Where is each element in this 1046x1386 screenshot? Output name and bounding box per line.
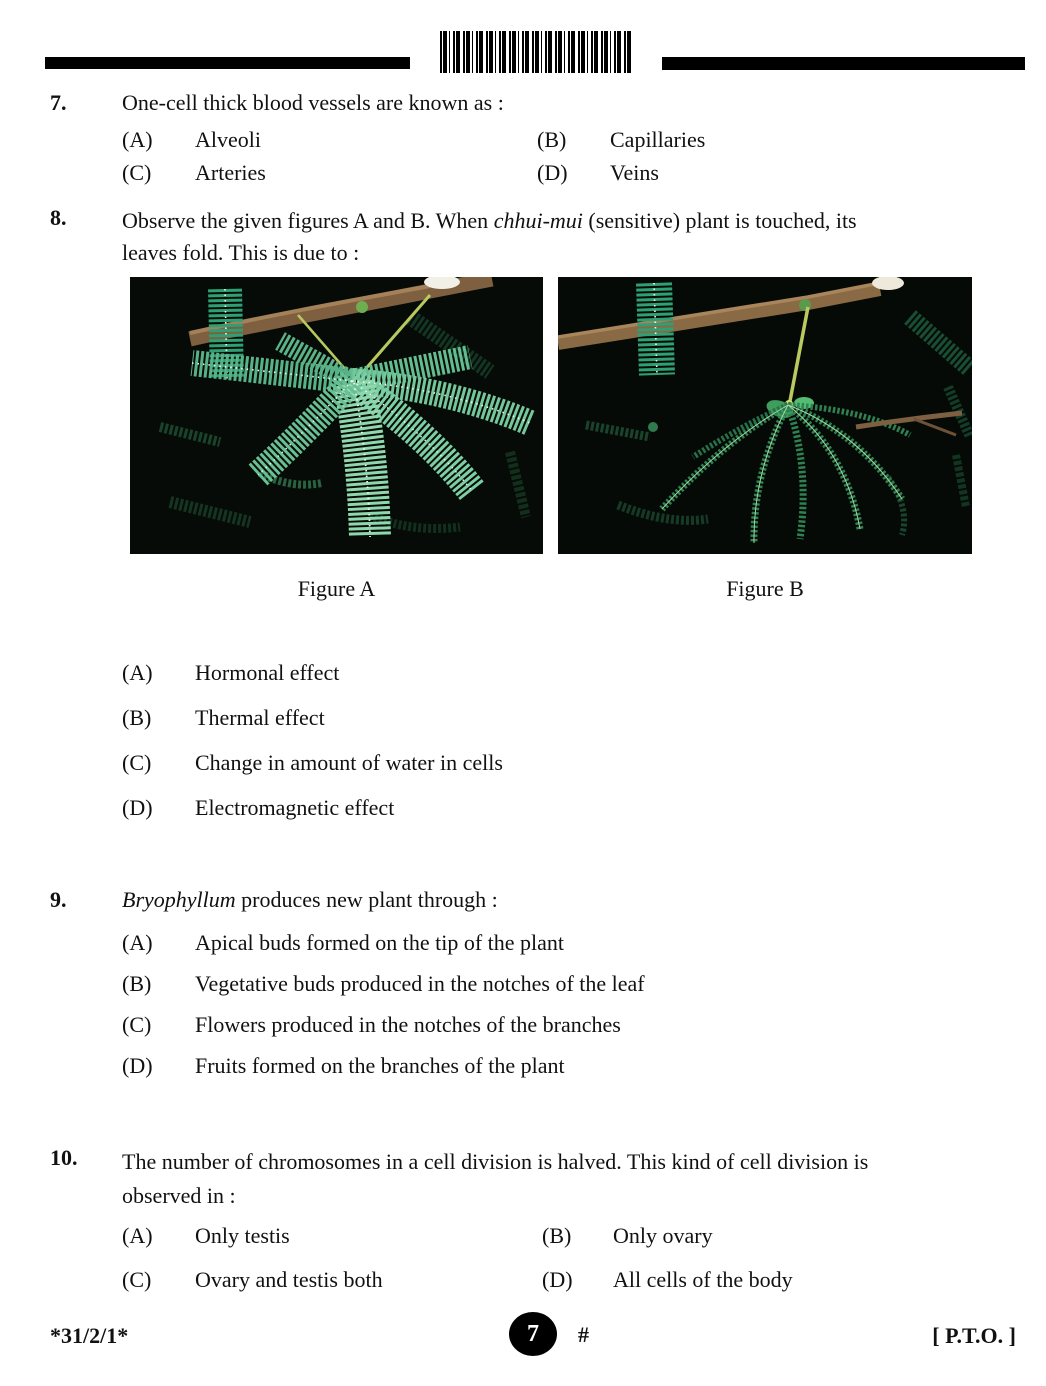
- q7-option-c-text: Arteries: [195, 160, 266, 185]
- figure-b-caption: Figure B: [726, 576, 804, 601]
- question-7-text: One-cell thick blood vessels are known as :: [122, 90, 504, 115]
- q10-option-d-letter: (D): [542, 1267, 573, 1292]
- question-8-text: [122, 205, 912, 269]
- q8-option-a-text: Hormonal effect: [195, 660, 340, 685]
- q8-option-a-letter: (A): [122, 660, 153, 685]
- q9-option-a-text: Apical buds formed on the tip of the plant: [195, 930, 565, 955]
- q8-text-italic: chhui-mui: [493, 208, 583, 233]
- footer-page-badge: [509, 1312, 557, 1356]
- q9-option-c-text: Flowers produced in the notches of the branches: [195, 1012, 621, 1037]
- q9-option-b-letter: (B): [122, 971, 152, 996]
- q8-option-c-text: Change in amount of water in cells: [195, 750, 503, 775]
- q10-option-a-text: Only testis: [195, 1223, 290, 1248]
- footer-pto: [ P.T.O. ]: [932, 1323, 1016, 1348]
- q7-option-a-letter: (A): [122, 127, 153, 152]
- footer-hash: #: [578, 1322, 589, 1347]
- question-9-text: [122, 887, 498, 913]
- q10-option-b-letter: (B): [542, 1223, 572, 1248]
- top-rule-left: [45, 57, 410, 69]
- q7-option-a-text: Alveoli: [195, 127, 261, 152]
- q10-option-d-text: All cells of the body: [613, 1267, 793, 1292]
- q8-option-b-letter: (B): [122, 705, 152, 730]
- question-10-number: 10.: [50, 1145, 78, 1170]
- q7-option-d-letter: (D): [537, 160, 568, 185]
- q8-option-d-text: Electromagnetic effect: [195, 795, 395, 820]
- question-7-number: 7.: [50, 90, 67, 115]
- q10-option-b-text: Only ovary: [613, 1223, 713, 1248]
- q10-option-c-letter: (C): [122, 1267, 152, 1292]
- q10-option-a-letter: (A): [122, 1223, 153, 1248]
- barcode-icon: [440, 31, 632, 73]
- q9-option-d-text: Fruits formed on the branches of the plant: [195, 1053, 565, 1078]
- q9-option-d-letter: (D): [122, 1053, 153, 1078]
- q9-option-a-letter: (A): [122, 930, 153, 955]
- question-8-number: 8.: [50, 205, 67, 230]
- q8-text-part1: Observe the given figures A and B. When: [122, 208, 494, 233]
- q9-option-c-letter: (C): [122, 1012, 152, 1037]
- top-rule-right: [662, 57, 1025, 70]
- footer-paper-code: *31/2/1*: [50, 1323, 129, 1348]
- q7-option-d-text: Veins: [610, 160, 659, 185]
- q10-option-c-text: Ovary and testis both: [195, 1267, 383, 1292]
- q8-option-d-letter: (D): [122, 795, 153, 820]
- q7-option-b-letter: (B): [537, 127, 567, 152]
- q9-text-rest: produces new plant through :: [235, 887, 498, 912]
- figure-a-caption: Figure A: [297, 576, 376, 601]
- q9-option-b-text: Vegetative buds produced in the notches of the leaf: [195, 971, 645, 996]
- q8-option-b-text: Thermal effect: [195, 705, 325, 730]
- question-9-number: 9.: [50, 887, 67, 912]
- footer-page-number: 7: [527, 1320, 539, 1347]
- q8-text-part2: (sensitive) plant is touched, its leaves fold. This is due to :: [122, 208, 857, 265]
- q7-option-c-letter: (C): [122, 160, 152, 185]
- q7-option-b-text: Capillaries: [610, 127, 706, 152]
- q8-option-c-letter: (C): [122, 750, 152, 775]
- q9-text-italic: Bryophyllum: [122, 887, 236, 912]
- figure-b-image: [558, 277, 972, 554]
- mimosa-open-leaves-photo: [130, 277, 543, 554]
- figure-a-image: [130, 277, 543, 554]
- question-10-text: The number of chromosomes in a cell division is halved. This kind of cell division is observed in :: [122, 1149, 869, 1208]
- mimosa-folded-leaves-photo: [558, 277, 972, 554]
